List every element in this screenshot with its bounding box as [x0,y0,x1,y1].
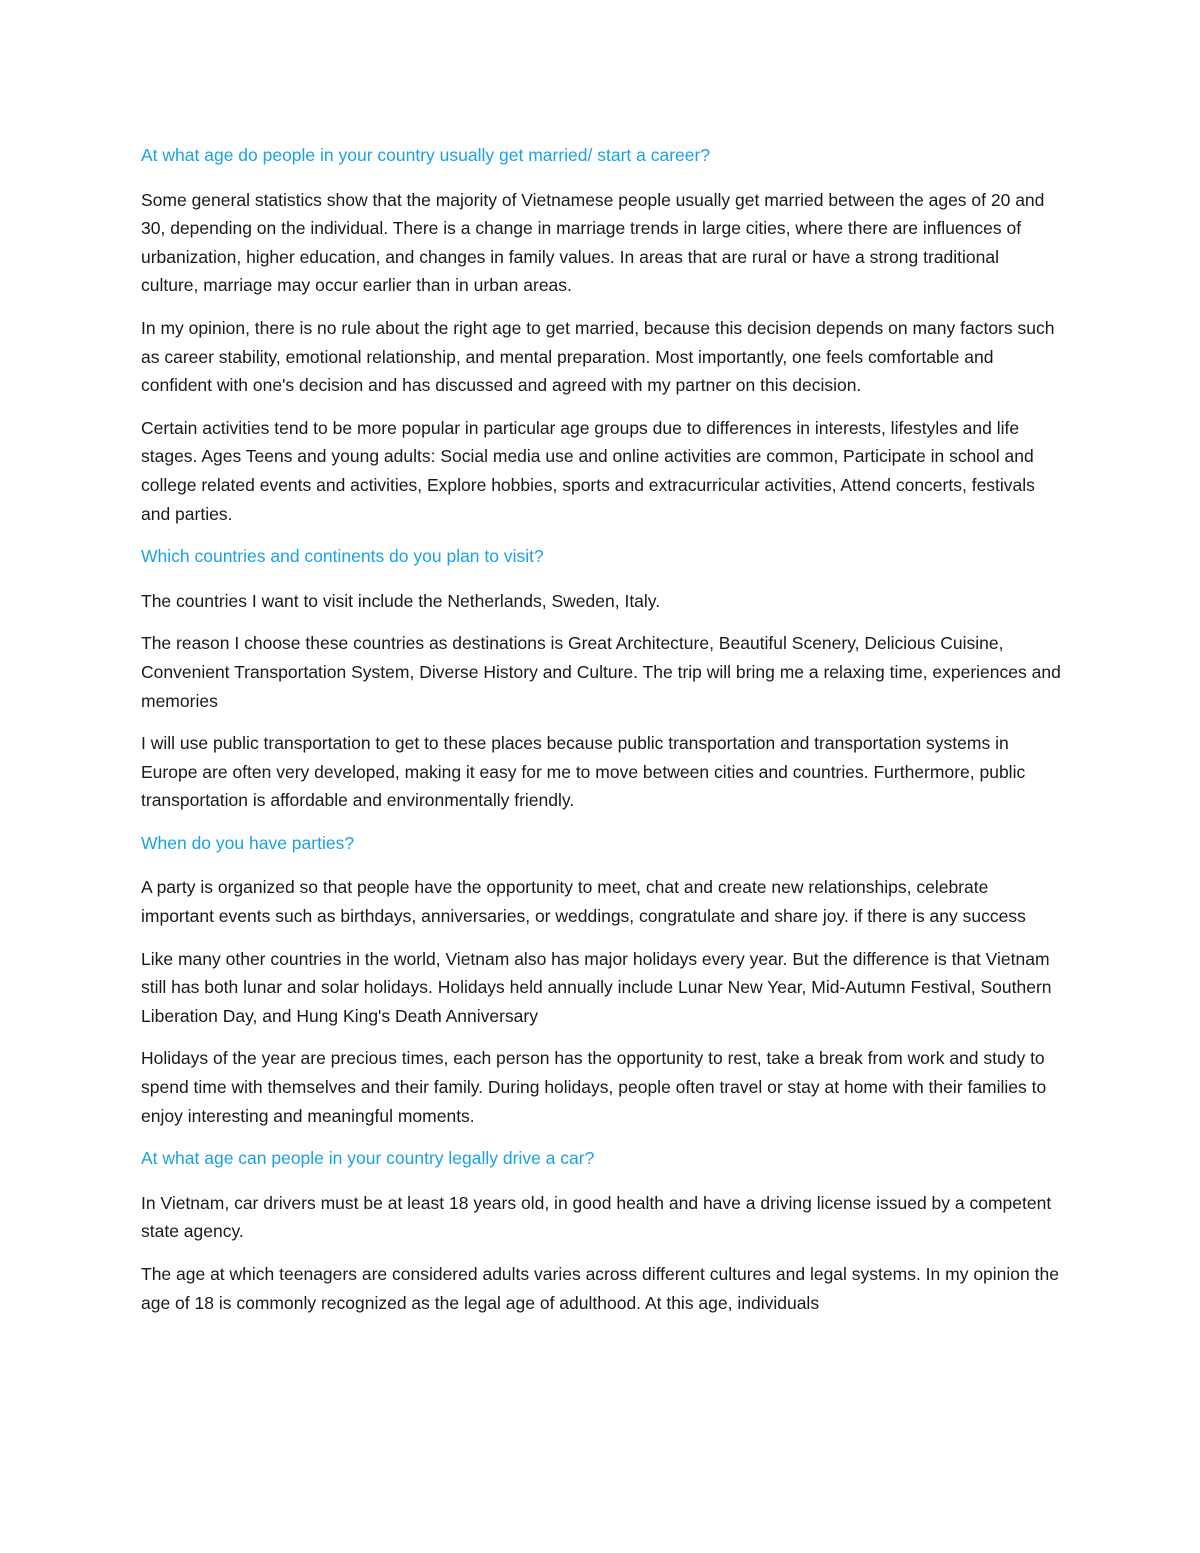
paragraph: I will use public transportation to get to these places because public transportation and transportation systems in Europe are often very developed, making it easy for me to move between cities and countries. Furthermore, public transportation is affordable and environmentally friendly. [141,733,1026,811]
paragraph: In Vietnam, car drivers must be at least 18 years old, in good health and have a driving license issued by a competent state agency. [141,1192,1052,1242]
section-driving-age [141,1144,1061,1317]
paragraph: A party is organized so that people have the opportunity to meet, chat and create new relationships, celebrate important events such as birthdays, anniversaries, or weddings, congratulate and share joy. if there is any success [141,877,1026,927]
paragraph: Holidays of the year are precious times, each person has the opportunity to rest, take a break from work and study to spend time with themselves and their family. During holidays, people often travel or stay at home with their families to enjoy interesting and meaningful moments. [141,1048,1047,1126]
section-heading: At what age can people in your country legally drive a car? [141,1148,595,1169]
paragraph: Certain activities tend to be more popular in particular age groups due to differences in interests, lifestyles and life stages. Ages Teens and young adults: Social media use and online activities are common, Participate in school and college related events and activities, Explore hobbies, sports and extracurricular activities, Attend concerts, festivals and parties. [141,417,1035,524]
paragraph: Some general statistics show that the majority of Vietnamese people usually get married between the ages of 20 and 30, depending on the individual. There is a change in marriage trends in large cities, where there are influences of urbanization, higher education, and changes in family values. In areas that are rural or have a strong traditional culture, marriage may occur earlier than in urban areas. [141,189,1045,296]
paragraph: Like many other countries in the world, Vietnam also has major holidays every year. But the difference is that Vietnam still has both lunar and solar holidays. Holidays held annually include Lunar New Year, Mid-Autumn Festival, Southern Liberation Day, and Hung King's Death Anniversary [141,948,1052,1026]
document-body [141,141,1061,1331]
section-marriage-career [141,141,1061,528]
paragraph: In my opinion, there is no rule about the right age to get married, because this decision depends on many factors such as career stability, emotional relationship, and mental preparation. Most importantly, one feels comfortable and confident with one's decision and has discussed and agreed with my partner on this decision. [141,317,1055,396]
section-heading: When do you have parties? [141,832,355,853]
section-heading: At what age do people in your country usually get married/ start a career? [141,145,711,165]
section-travel-plans [141,542,1061,815]
paragraph: The age at which teenagers are considered adults varies across different cultures and legal systems. In my opinion the age of 18 is commonly recognized as the legal age of adulthood. At this age, individuals [141,1264,1059,1313]
section-heading: Which countries and continents do you plan to visit? [141,546,544,567]
paragraph: The reason I choose these countries as destinations is Great Architecture, Beautiful Scenery, Delicious Cuisine, Convenient Transportation System, Diverse History and Culture. The trip will bring me a relaxing time, experiences and memories [141,633,1061,711]
section-parties [141,829,1061,1130]
paragraph: The countries I want to visit include the Netherlands, Sweden, Italy. [141,590,661,611]
